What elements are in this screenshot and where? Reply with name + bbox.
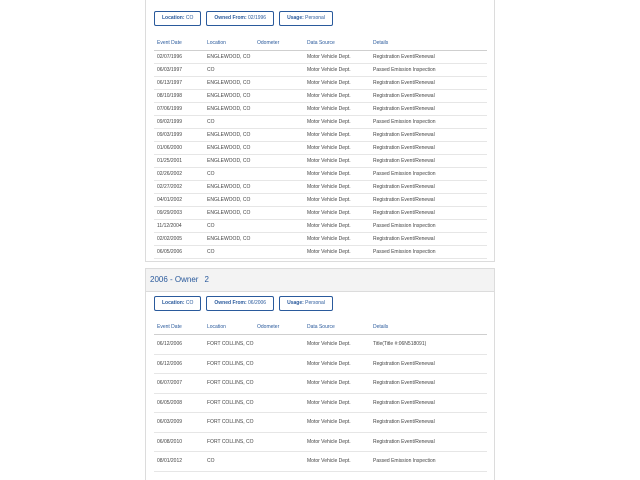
details-cell: Title(Title #:06N518091): [370, 335, 487, 355]
owner-1-history-table: [154, 36, 487, 259]
location-cell: ENGLEWOOD, CO: [204, 181, 254, 194]
odometer-cell: [254, 51, 304, 64]
table-row: [154, 77, 487, 90]
odometer-cell: [254, 77, 304, 90]
data-source-cell: Motor Vehicle Dept.: [304, 220, 370, 233]
details-cell: Registration Event/Renewal: [370, 51, 487, 64]
details-cell: Passed Emission Inspection: [370, 246, 487, 259]
table-row: [154, 194, 487, 207]
odometer-cell: [254, 116, 304, 129]
data-source-cell: Motor Vehicle Dept.: [304, 116, 370, 129]
table-header-row: [154, 320, 487, 335]
table-row: [154, 233, 487, 246]
col-details: Details: [370, 320, 487, 335]
data-source-cell: Motor Vehicle Dept.: [304, 194, 370, 207]
data-source-cell: Motor Vehicle Dept.: [304, 155, 370, 168]
owner-2-history-table: [154, 320, 487, 472]
event-date-cell: 06/05/2006: [154, 246, 204, 259]
details-cell: Registration Event/Renewal: [370, 155, 487, 168]
location-tag[interactable]: Location: CO: [154, 296, 201, 311]
data-source-cell: Motor Vehicle Dept.: [304, 103, 370, 116]
col-odometer: Odometer: [254, 320, 304, 335]
odometer-cell: [254, 354, 304, 374]
event-date-cell: 04/01/2002: [154, 194, 204, 207]
location-cell: FORT COLLINS, CO: [204, 393, 254, 413]
table-row: [154, 354, 487, 374]
event-date-cell: 02/27/2002: [154, 181, 204, 194]
location-cell: FORT COLLINS, CO: [204, 335, 254, 355]
data-source-cell: Motor Vehicle Dept.: [304, 142, 370, 155]
odometer-cell: [254, 103, 304, 116]
location-cell: CO: [204, 220, 254, 233]
location-cell: ENGLEWOOD, CO: [204, 90, 254, 103]
data-source-cell: Motor Vehicle Dept.: [304, 129, 370, 142]
data-source-cell: Motor Vehicle Dept.: [304, 233, 370, 246]
event-date-cell: 06/03/2009: [154, 413, 204, 433]
location-cell: FORT COLLINS, CO: [204, 354, 254, 374]
odometer-cell: [254, 335, 304, 355]
event-date-cell: 01/06/2000: [154, 142, 204, 155]
event-date-cell: 08/01/2012: [154, 452, 204, 472]
event-date-cell: 11/12/2004: [154, 220, 204, 233]
location-cell: CO: [204, 64, 254, 77]
data-source-cell: Motor Vehicle Dept.: [304, 168, 370, 181]
data-source-cell: Motor Vehicle Dept.: [304, 374, 370, 394]
table-row: [154, 374, 487, 394]
event-date-cell: 09/29/2003: [154, 207, 204, 220]
location-cell: ENGLEWOOD, CO: [204, 51, 254, 64]
details-cell: Passed Emission Inspection: [370, 220, 487, 233]
odometer-cell: [254, 90, 304, 103]
location-cell: ENGLEWOOD, CO: [204, 77, 254, 90]
table-row: [154, 181, 487, 194]
owner-1-card: [145, 0, 495, 262]
event-date-cell: 08/10/1998: [154, 90, 204, 103]
owner-2-tags: [154, 296, 333, 311]
table-row: [154, 116, 487, 129]
location-cell: FORT COLLINS, CO: [204, 374, 254, 394]
table-row: [154, 393, 487, 413]
table-header-row: [154, 36, 487, 51]
event-date-cell: 06/03/1997: [154, 64, 204, 77]
event-date-cell: 02/07/1996: [154, 51, 204, 64]
owned-from-tag[interactable]: Owned From: 02/1996: [206, 11, 274, 26]
details-cell: Registration Event/Renewal: [370, 413, 487, 433]
details-cell: Registration Event/Renewal: [370, 432, 487, 452]
odometer-cell: [254, 194, 304, 207]
owner-1-tags: [154, 11, 333, 26]
details-cell: Registration Event/Renewal: [370, 181, 487, 194]
data-source-cell: Motor Vehicle Dept.: [304, 335, 370, 355]
details-cell: Registration Event/Renewal: [370, 374, 487, 394]
table-row: [154, 246, 487, 259]
details-cell: Registration Event/Renewal: [370, 142, 487, 155]
col-event-date: Event Date: [154, 320, 204, 335]
table-row: [154, 335, 487, 355]
event-date-cell: 02/26/2002: [154, 168, 204, 181]
data-source-cell: Motor Vehicle Dept.: [304, 64, 370, 77]
odometer-cell: [254, 181, 304, 194]
table-row: [154, 155, 487, 168]
details-cell: Passed Emission Inspection: [370, 116, 487, 129]
table-row: [154, 207, 487, 220]
details-cell: Registration Event/Renewal: [370, 207, 487, 220]
location-cell: CO: [204, 452, 254, 472]
data-source-cell: Motor Vehicle Dept.: [304, 207, 370, 220]
col-data-source: Data Source: [304, 320, 370, 335]
details-cell: Passed Emission Inspection: [370, 168, 487, 181]
col-location: Location: [204, 320, 254, 335]
table-row: [154, 64, 487, 77]
owner-number: 2: [204, 275, 209, 284]
location-cell: CO: [204, 246, 254, 259]
details-cell: Registration Event/Renewal: [370, 77, 487, 90]
odometer-cell: [254, 374, 304, 394]
location-cell: ENGLEWOOD, CO: [204, 129, 254, 142]
details-cell: Registration Event/Renewal: [370, 90, 487, 103]
event-date-cell: 06/13/1997: [154, 77, 204, 90]
table-row: [154, 220, 487, 233]
data-source-cell: Motor Vehicle Dept.: [304, 51, 370, 64]
details-cell: Registration Event/Renewal: [370, 393, 487, 413]
owner-2-card: [145, 268, 495, 480]
details-cell: Registration Event/Renewal: [370, 354, 487, 374]
odometer-cell: [254, 207, 304, 220]
event-date-cell: 09/03/1999: [154, 129, 204, 142]
location-cell: CO: [204, 116, 254, 129]
details-cell: Registration Event/Renewal: [370, 103, 487, 116]
col-odometer: Odometer: [254, 36, 304, 51]
usage-tag[interactable]: Usage: Personal: [279, 11, 333, 26]
location-cell: ENGLEWOOD, CO: [204, 207, 254, 220]
odometer-cell: [254, 233, 304, 246]
data-source-cell: Motor Vehicle Dept.: [304, 452, 370, 472]
details-cell: Passed Emission Inspection: [370, 452, 487, 472]
data-source-cell: Motor Vehicle Dept.: [304, 354, 370, 374]
details-cell: Registration Event/Renewal: [370, 233, 487, 246]
col-data-source: Data Source: [304, 36, 370, 51]
location-tag[interactable]: Location: CO: [154, 11, 201, 26]
location-cell: ENGLEWOOD, CO: [204, 194, 254, 207]
odometer-cell: [254, 452, 304, 472]
table-row: [154, 129, 487, 142]
odometer-cell: [254, 64, 304, 77]
event-date-cell: 09/02/1999: [154, 116, 204, 129]
odometer-cell: [254, 432, 304, 452]
table-row: [154, 432, 487, 452]
table-row: [154, 168, 487, 181]
data-source-cell: Motor Vehicle Dept.: [304, 77, 370, 90]
table-row: [154, 51, 487, 64]
col-location: Location: [204, 36, 254, 51]
event-date-cell: 07/06/1999: [154, 103, 204, 116]
usage-tag[interactable]: Usage: Personal: [279, 296, 333, 311]
event-date-cell: 01/25/2001: [154, 155, 204, 168]
event-date-cell: 06/08/2010: [154, 432, 204, 452]
location-cell: CO: [204, 168, 254, 181]
details-cell: Registration Event/Renewal: [370, 129, 487, 142]
details-cell: Registration Event/Renewal: [370, 194, 487, 207]
table-row: [154, 90, 487, 103]
odometer-cell: [254, 142, 304, 155]
odometer-cell: [254, 413, 304, 433]
table-row: [154, 452, 487, 472]
data-source-cell: Motor Vehicle Dept.: [304, 90, 370, 103]
data-source-cell: Motor Vehicle Dept.: [304, 413, 370, 433]
event-date-cell: 06/12/2006: [154, 354, 204, 374]
location-cell: ENGLEWOOD, CO: [204, 103, 254, 116]
location-cell: ENGLEWOOD, CO: [204, 233, 254, 246]
data-source-cell: Motor Vehicle Dept.: [304, 181, 370, 194]
odometer-cell: [254, 246, 304, 259]
col-details: Details: [370, 36, 487, 51]
event-date-cell: 06/07/2007: [154, 374, 204, 394]
table-row: [154, 142, 487, 155]
event-date-cell: 06/12/2006: [154, 335, 204, 355]
event-date-cell: 02/02/2005: [154, 233, 204, 246]
table-row: [154, 103, 487, 116]
location-cell: ENGLEWOOD, CO: [204, 142, 254, 155]
odometer-cell: [254, 168, 304, 181]
location-cell: ENGLEWOOD, CO: [204, 155, 254, 168]
owner-heading-label: 2006 - Owner: [150, 275, 199, 284]
odometer-cell: [254, 155, 304, 168]
location-cell: FORT COLLINS, CO: [204, 432, 254, 452]
owner-2-heading: [146, 269, 494, 292]
data-source-cell: Motor Vehicle Dept.: [304, 246, 370, 259]
location-cell: FORT COLLINS, CO: [204, 413, 254, 433]
details-cell: Passed Emission Inspection: [370, 64, 487, 77]
odometer-cell: [254, 393, 304, 413]
data-source-cell: Motor Vehicle Dept.: [304, 432, 370, 452]
odometer-cell: [254, 129, 304, 142]
event-date-cell: 06/05/2008: [154, 393, 204, 413]
odometer-cell: [254, 220, 304, 233]
data-source-cell: Motor Vehicle Dept.: [304, 393, 370, 413]
owned-from-tag[interactable]: Owned From: 06/2006: [206, 296, 274, 311]
table-row: [154, 413, 487, 433]
col-event-date: Event Date: [154, 36, 204, 51]
